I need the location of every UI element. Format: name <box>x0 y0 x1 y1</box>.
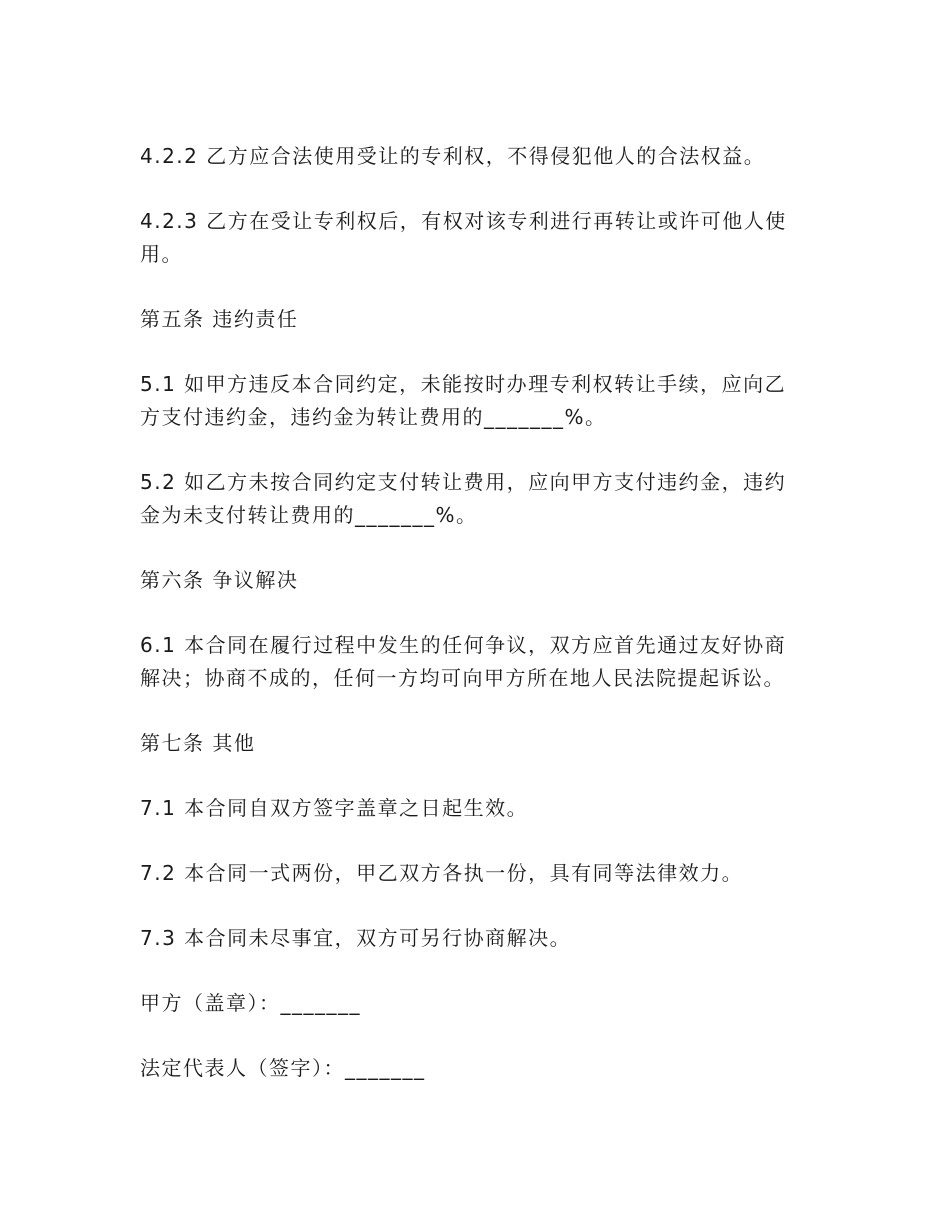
section-heading-5: 第五条 违约责任 <box>140 307 299 331</box>
document-body <box>140 140 800 1117</box>
legal-representative-signature-line: 法定代表人（签字）：_______ <box>140 1056 426 1080</box>
clause-7-3: 7.3 本合同未尽事宜，双方可另行协商解决。 <box>140 926 572 950</box>
section-heading-7: 第七条 其他 <box>140 731 256 755</box>
section-heading-6: 第六条 争议解决 <box>140 568 299 592</box>
party-a-seal-line: 甲方（盖章）：_______ <box>140 991 361 1015</box>
clause-7-2: 7.2 本合同一式两份，甲乙双方各执一份，具有同等法律效力。 <box>140 861 744 885</box>
clause-5-1: 5.1 如甲方违反本合同约定，未能按时办理专利权转让手续，应向乙方支付违约金，违约金为转让费用的_______%。 <box>140 372 787 429</box>
clause-5-2: 5.2 如乙方未按合同约定支付转让费用，应向甲方支付违约金，违约金为未支付转让费用的_______%。 <box>140 470 787 527</box>
clause-4-2-2: 4.2.2 乙方应合法使用受让的专利权，不得侵犯他人的合法权益。 <box>140 144 766 168</box>
clause-6-1: 6.1 本合同在履行过程中发生的任何争议，双方应首先通过友好协商解决；协商不成的，任何一方均可向甲方所在地人民法院提起诉讼。 <box>140 633 787 690</box>
clause-4-2-3: 4.2.3 乙方在受让专利权后，有权对该专利进行再转让或许可他人使用。 <box>140 209 787 266</box>
clause-7-1: 7.1 本合同自双方签字盖章之日起生效。 <box>140 796 529 820</box>
